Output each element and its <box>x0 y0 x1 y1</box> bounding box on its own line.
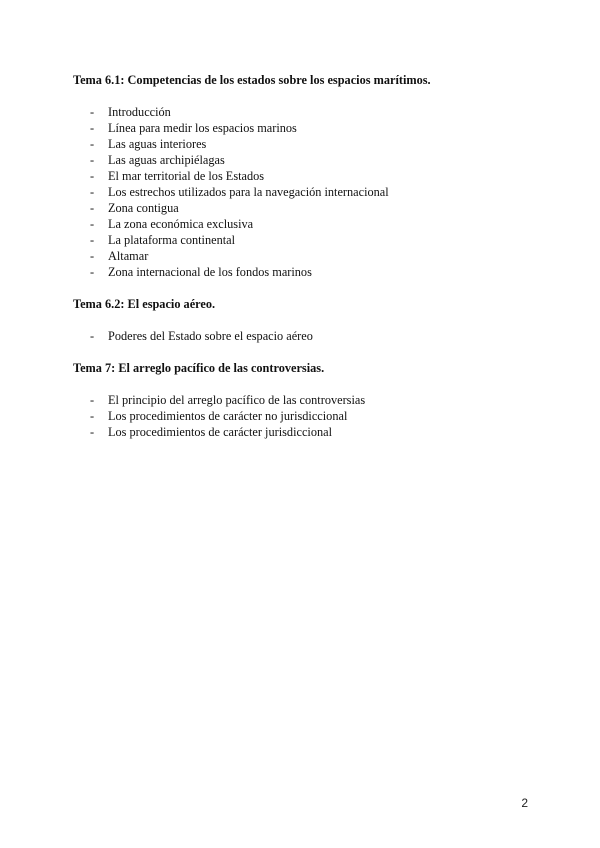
list-item <box>90 200 389 216</box>
list-item-text: Poderes del Estado sobre el espacio aéreo <box>108 329 313 343</box>
page-number: 2 <box>521 796 528 810</box>
list-item-text: Los procedimientos de carácter no jurisdiccional <box>108 409 348 423</box>
section-list-tema-7 <box>90 392 365 440</box>
section-heading-tema-7: Tema 7: El arreglo pacífico de las controversias. <box>73 361 325 375</box>
bullet-dash: - <box>90 201 95 215</box>
list-item <box>90 120 389 136</box>
bullet-dash: - <box>90 249 95 263</box>
list-item-text: El principio del arreglo pacífico de las controversias <box>108 393 366 407</box>
bullet-dash: - <box>90 105 95 119</box>
list-item-text: Introducción <box>108 105 171 119</box>
list-item <box>90 392 365 408</box>
list-item-text: Los estrechos utilizados para la navegación internacional <box>108 185 389 199</box>
bullet-dash: - <box>90 137 95 151</box>
list-item-text: Las aguas archipiélagas <box>108 153 225 167</box>
list-item <box>90 168 389 184</box>
list-item <box>90 232 389 248</box>
list-item <box>90 248 389 264</box>
list-item <box>90 424 365 440</box>
bullet-dash: - <box>90 233 95 247</box>
bullet-dash: - <box>90 169 95 183</box>
bullet-dash: - <box>90 217 95 231</box>
bullet-dash: - <box>90 329 95 343</box>
bullet-dash: - <box>90 393 95 407</box>
bullet-dash: - <box>90 409 95 423</box>
list-item <box>90 136 389 152</box>
bullet-dash: - <box>90 153 95 167</box>
list-item <box>90 216 389 232</box>
list-item <box>90 184 389 200</box>
list-item-text: La zona económica exclusiva <box>108 217 254 231</box>
list-item-text: La plataforma continental <box>108 233 236 247</box>
section-heading-tema-6-2: Tema 6.2: El espacio aéreo. <box>73 297 216 311</box>
section-heading-tema-6-1: Tema 6.1: Competencias de los estados sobre los espacios marítimos. <box>73 73 431 87</box>
bullet-dash: - <box>90 425 95 439</box>
list-item-text: Zona internacional de los fondos marinos <box>108 265 312 279</box>
section-list-tema-6-1 <box>90 104 389 280</box>
list-item-text: Las aguas interiores <box>108 137 207 151</box>
list-item-text: El mar territorial de los Estados <box>108 169 265 183</box>
list-item <box>90 264 389 280</box>
list-item <box>90 152 389 168</box>
bullet-dash: - <box>90 121 95 135</box>
list-item <box>90 328 313 344</box>
list-item-text: Los procedimientos de carácter jurisdiccional <box>108 425 332 439</box>
bullet-dash: - <box>90 265 95 279</box>
bullet-dash: - <box>90 185 95 199</box>
list-item-text: Zona contigua <box>108 201 179 215</box>
section-list-tema-6-2 <box>90 328 313 344</box>
list-item <box>90 104 389 120</box>
list-item <box>90 408 365 424</box>
list-item-text: Línea para medir los espacios marinos <box>108 121 297 135</box>
list-item-text: Altamar <box>108 249 149 263</box>
